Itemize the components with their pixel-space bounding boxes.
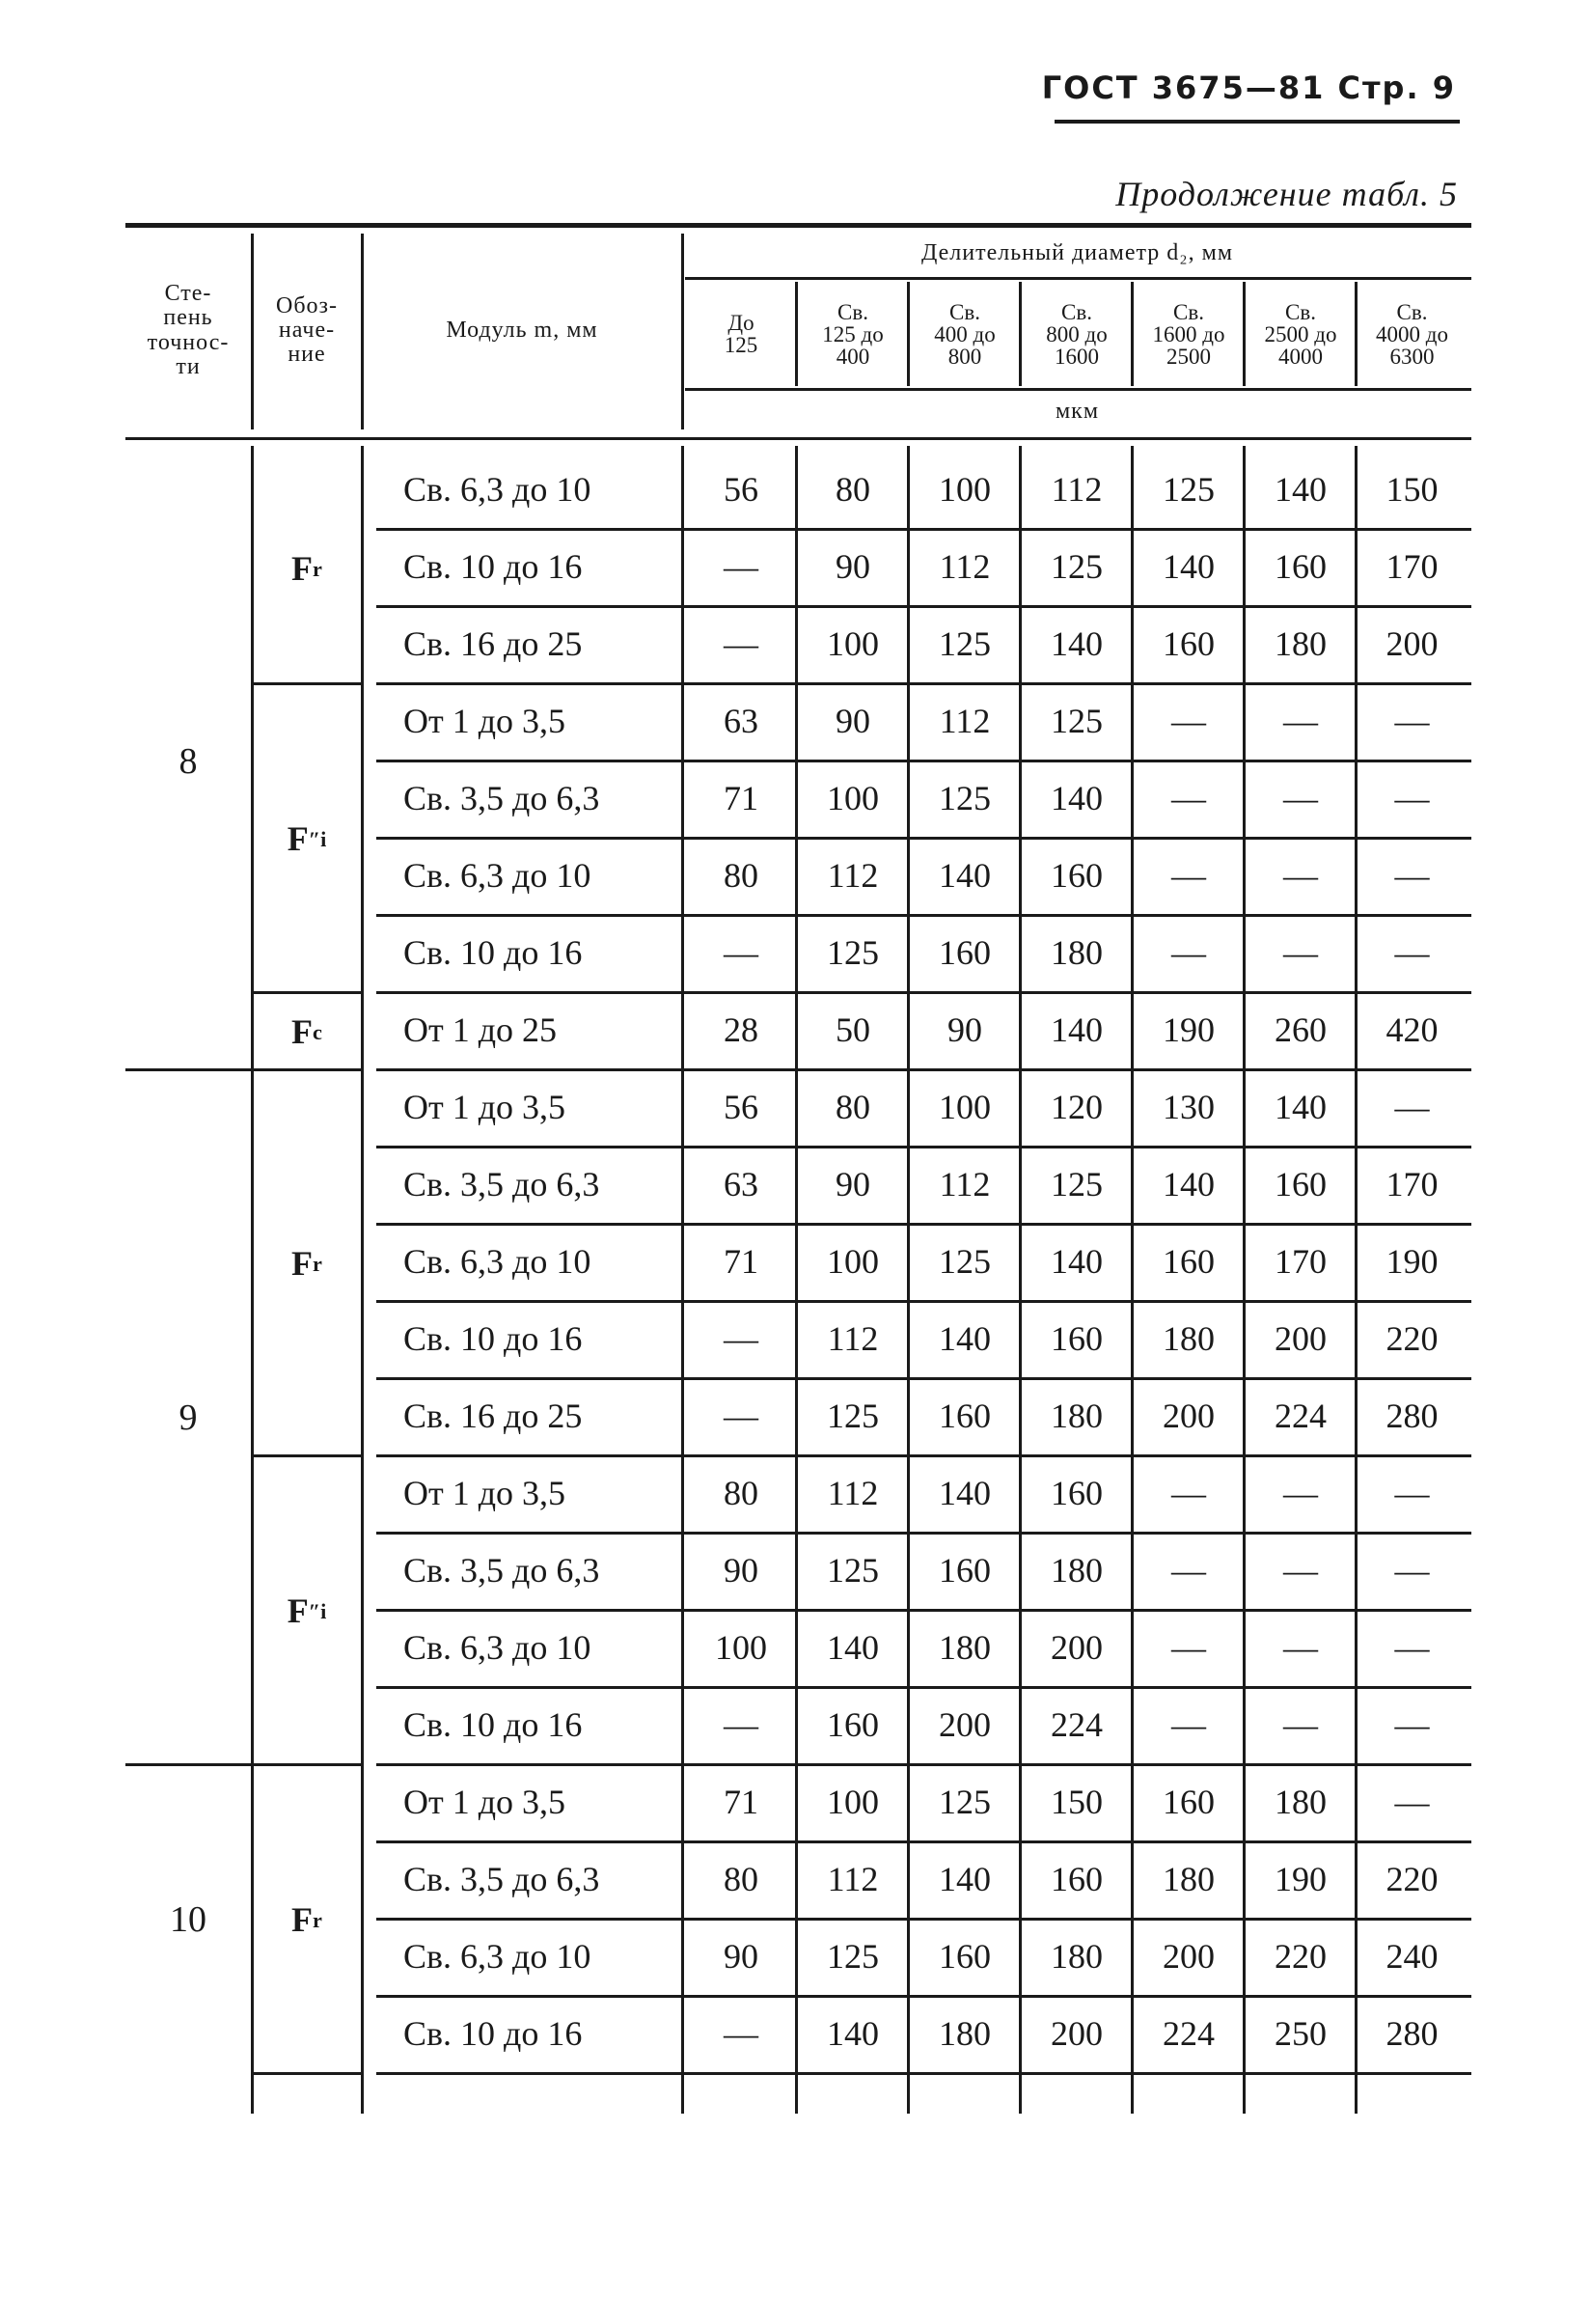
value-cell: 160	[939, 933, 991, 973]
value-cell: 100	[939, 470, 991, 510]
header-bottom-rule	[125, 437, 1471, 440]
table-top-rule	[125, 223, 1471, 228]
value-cell: 224	[1163, 2014, 1215, 2054]
value-cell: 170	[1385, 547, 1439, 587]
value-cell: 100	[827, 779, 879, 818]
value-cell: 140	[1051, 1010, 1103, 1050]
value-cell: —	[1283, 1551, 1318, 1591]
value-cell: 190	[1275, 1860, 1327, 1899]
value-cell: 200	[1163, 1397, 1215, 1436]
value-cell: —	[1283, 779, 1318, 818]
value-cell: 125	[1163, 470, 1215, 510]
value-cell: 80	[836, 470, 870, 510]
module-cell: Св. 10 до 16	[403, 1319, 583, 1359]
value-cell: —	[1394, 779, 1430, 818]
value-cell: 112	[939, 1165, 991, 1204]
value-cell: 180	[1051, 1937, 1103, 1977]
value-cell: —	[1394, 1628, 1430, 1668]
value-cell: 63	[724, 702, 758, 741]
value-cell: 224	[1051, 1705, 1103, 1745]
value-cell: 160	[939, 1551, 991, 1591]
header-vline	[681, 234, 684, 429]
value-cell: 280	[1385, 2014, 1439, 2054]
value-cell: —	[724, 1705, 758, 1745]
value-cell: 80	[836, 1088, 870, 1127]
value-cell: 140	[1163, 1165, 1215, 1204]
designation-subscript: r	[313, 557, 322, 582]
value-cell: 160	[1163, 624, 1215, 664]
designation-cell	[253, 1766, 361, 2075]
value-cell: 200	[939, 1705, 991, 1745]
value-cell: —	[1394, 856, 1430, 896]
designation-cell	[253, 454, 361, 685]
value-cell: —	[1171, 1474, 1206, 1513]
value-cell: 140	[939, 1860, 991, 1899]
header-vline	[251, 234, 254, 429]
body-vline	[361, 446, 364, 2114]
designation-superscript: ″	[308, 827, 321, 852]
value-cell: 90	[947, 1010, 982, 1050]
value-cell: 28	[724, 1010, 758, 1050]
value-cell: 80	[724, 1474, 758, 1513]
value-cell: 160	[1051, 1319, 1103, 1359]
header-diameter-group: Делительный диаметр d₂, мм	[920, 240, 1234, 266]
body-vline	[795, 446, 798, 2114]
value-cell: 100	[827, 1242, 879, 1282]
module-cell: Св. 3,5 до 6,3	[403, 1165, 600, 1204]
module-cell: От 1 до 3,5	[403, 1474, 566, 1513]
value-cell: 180	[1051, 1397, 1103, 1436]
value-cell: 100	[827, 1783, 879, 1822]
value-cell: —	[724, 933, 758, 973]
module-cell: Св. 10 до 16	[403, 2014, 583, 2054]
designation-subscript: i	[320, 1599, 327, 1624]
value-cell: 160	[1051, 856, 1103, 896]
module-cell: От 1 до 3,5	[403, 702, 566, 741]
header-range-vline	[1019, 282, 1022, 386]
value-cell: 160	[939, 1937, 991, 1977]
value-cell: —	[1394, 1551, 1430, 1591]
value-cell: —	[1283, 1474, 1318, 1513]
header-diameter-range: Св. 800 до 1600	[1046, 299, 1108, 369]
module-cell: Св. 10 до 16	[403, 933, 583, 973]
module-cell: Св. 3,5 до 6,3	[403, 779, 600, 818]
value-cell: 100	[827, 624, 879, 664]
value-cell: 130	[1163, 1088, 1215, 1127]
header-range-vline	[1355, 282, 1358, 386]
value-cell: 190	[1163, 1010, 1215, 1050]
value-cell: 420	[1385, 1010, 1439, 1050]
value-cell: 112	[827, 856, 879, 896]
value-cell: 140	[939, 1474, 991, 1513]
header-degree: Сте- пень точнос- ти	[147, 281, 230, 379]
body-vline	[1243, 446, 1246, 2114]
designation-symbol: F	[287, 1591, 309, 1631]
designation-symbol: F	[287, 819, 309, 859]
value-cell: 180	[939, 2014, 991, 2054]
value-cell: 125	[827, 1397, 879, 1436]
designation-subscript: r	[313, 1908, 322, 1933]
value-cell: 240	[1385, 1937, 1439, 1977]
value-cell: 125	[827, 1551, 879, 1591]
value-cell: —	[1394, 702, 1430, 741]
value-cell: 170	[1385, 1165, 1439, 1204]
value-cell: 160	[1163, 1242, 1215, 1282]
header-diameter-range: Св. 4000 до 6300	[1376, 299, 1448, 369]
value-cell: 160	[939, 1397, 991, 1436]
value-cell: 260	[1275, 1010, 1327, 1050]
value-cell: 71	[724, 1783, 758, 1822]
designation-subscript: c	[313, 1020, 322, 1045]
degree-cell: 10	[170, 1899, 206, 1941]
value-cell: 280	[1385, 1397, 1439, 1436]
value-cell: —	[1171, 779, 1206, 818]
header-range-vline	[1131, 282, 1134, 386]
value-cell: 220	[1385, 1319, 1439, 1359]
designation-symbol: F	[291, 549, 314, 589]
value-cell: 180	[1163, 1319, 1215, 1359]
value-cell: 200	[1163, 1937, 1215, 1977]
module-cell: От 1 до 25	[403, 1010, 558, 1050]
value-cell: 170	[1275, 1242, 1327, 1282]
value-cell: —	[724, 624, 758, 664]
header-range-vline	[1243, 282, 1246, 386]
value-cell: 190	[1385, 1242, 1439, 1282]
value-cell: 125	[1051, 547, 1103, 587]
body-vline	[907, 446, 910, 2114]
value-cell: 180	[1163, 1860, 1215, 1899]
header-unit: мкм	[1055, 399, 1100, 425]
value-cell: —	[1394, 1705, 1430, 1745]
value-cell: —	[1283, 856, 1318, 896]
value-cell: 180	[1275, 624, 1327, 664]
value-cell: 140	[939, 1319, 991, 1359]
module-cell: Св. 3,5 до 6,3	[403, 1551, 600, 1591]
value-cell: 160	[1275, 1165, 1327, 1204]
designation-subscript: i	[320, 827, 327, 852]
value-cell: 140	[1163, 547, 1215, 587]
value-cell: 125	[827, 933, 879, 973]
header-diameter-range: Св. 400 до 800	[934, 299, 996, 369]
value-cell: —	[1283, 933, 1318, 973]
value-cell: 125	[939, 779, 991, 818]
value-cell: —	[724, 2014, 758, 2054]
value-cell: —	[1283, 1705, 1318, 1745]
value-cell: 200	[1051, 2014, 1103, 2054]
value-cell: 160	[1275, 547, 1327, 587]
degree-cell: 9	[178, 1397, 198, 1439]
value-cell: 71	[724, 779, 758, 818]
value-cell: 140	[1051, 1242, 1103, 1282]
value-cell: 125	[939, 1242, 991, 1282]
designation-symbol: F	[291, 1012, 314, 1052]
value-cell: 125	[1051, 702, 1103, 741]
value-cell: 112	[827, 1474, 879, 1513]
value-cell: 63	[724, 1165, 758, 1204]
module-cell: Св. 16 до 25	[403, 1397, 583, 1436]
value-cell: 150	[1385, 470, 1439, 510]
row-rule	[376, 2072, 1471, 2075]
value-cell: 80	[724, 856, 758, 896]
body-vline	[681, 446, 684, 2114]
module-cell: Св. 6,3 до 10	[403, 1628, 591, 1668]
value-cell: 90	[724, 1551, 758, 1591]
value-cell: 180	[1051, 1551, 1103, 1591]
value-cell: 125	[827, 1937, 879, 1977]
value-cell: 140	[1275, 1088, 1327, 1127]
value-cell: —	[1171, 1551, 1206, 1591]
value-cell: 90	[724, 1937, 758, 1977]
degree-cell: 8	[178, 741, 198, 783]
value-cell: 125	[1051, 1165, 1103, 1204]
table-caption: Продолжение табл. 5	[1115, 175, 1458, 213]
value-cell: 125	[939, 1783, 991, 1822]
body-vline	[1355, 446, 1358, 2114]
value-cell: 120	[1051, 1088, 1103, 1127]
value-cell: —	[1283, 1628, 1318, 1668]
value-cell: 50	[836, 1010, 870, 1050]
value-cell: 56	[724, 470, 758, 510]
value-cell: 112	[827, 1860, 879, 1899]
designation-cell	[253, 685, 361, 994]
header-rule-1	[685, 277, 1471, 280]
header-diameter-range: Св. 1600 до 2500	[1152, 299, 1225, 369]
designation-superscript: ″	[308, 1599, 321, 1624]
value-cell: 100	[939, 1088, 991, 1127]
value-cell: —	[724, 547, 758, 587]
value-cell: 140	[1051, 624, 1103, 664]
header-range-vline	[907, 282, 910, 386]
value-cell: 56	[724, 1088, 758, 1127]
designation-cell	[253, 1071, 361, 1457]
value-cell: 80	[724, 1860, 758, 1899]
value-cell: 112	[939, 547, 991, 587]
value-cell: 220	[1385, 1860, 1439, 1899]
value-cell: —	[1394, 933, 1430, 973]
module-cell: От 1 до 3,5	[403, 1783, 566, 1822]
value-cell: 140	[1275, 470, 1327, 510]
value-cell: —	[724, 1319, 758, 1359]
value-cell: 160	[827, 1705, 879, 1745]
value-cell: 140	[827, 2014, 879, 2054]
body-vline	[1019, 446, 1022, 2114]
value-cell: —	[1171, 702, 1206, 741]
header-diameter-range: Св. 125 до 400	[822, 299, 884, 369]
module-cell: Св. 6,3 до 10	[403, 470, 591, 510]
value-cell: —	[1283, 702, 1318, 741]
value-cell: 125	[939, 624, 991, 664]
value-cell: 140	[1051, 779, 1103, 818]
value-cell: 90	[836, 702, 870, 741]
header-module: Модуль m, мм	[446, 317, 598, 343]
value-cell: 180	[1275, 1783, 1327, 1822]
value-cell: 140	[827, 1628, 879, 1668]
header-diameter-range: Св. 2500 до 4000	[1264, 299, 1337, 369]
value-cell: —	[1171, 933, 1206, 973]
designation-cell	[253, 994, 361, 1071]
body-vline	[1131, 446, 1134, 2114]
module-cell: Св. 6,3 до 10	[403, 1937, 591, 1977]
value-cell: 71	[724, 1242, 758, 1282]
value-cell: 112	[827, 1319, 879, 1359]
module-cell: Св. 16 до 25	[403, 624, 583, 664]
value-cell: 140	[939, 856, 991, 896]
module-cell: Св. 3,5 до 6,3	[403, 1860, 600, 1899]
value-cell: 160	[1163, 1783, 1215, 1822]
value-cell: —	[1171, 1705, 1206, 1745]
header-designation: Обоз- наче- ние	[275, 292, 338, 368]
value-cell: 160	[1051, 1860, 1103, 1899]
body-vline	[251, 446, 254, 2114]
header-range-vline	[795, 282, 798, 386]
value-cell: —	[1171, 1628, 1206, 1668]
module-cell: Св. 6,3 до 10	[403, 1242, 591, 1282]
designation-subscript: r	[313, 1252, 322, 1277]
value-cell: 200	[1385, 624, 1439, 664]
value-cell: —	[1171, 856, 1206, 896]
value-cell: 220	[1275, 1937, 1327, 1977]
value-cell: 90	[836, 547, 870, 587]
value-cell: 180	[1051, 933, 1103, 973]
designation-rule	[253, 2072, 361, 2075]
module-cell: От 1 до 3,5	[403, 1088, 566, 1127]
value-cell: —	[1394, 1088, 1430, 1127]
value-cell: —	[1394, 1474, 1430, 1513]
value-cell: 200	[1275, 1319, 1327, 1359]
designation-cell	[253, 1457, 361, 1766]
designation-symbol: F	[291, 1244, 314, 1284]
module-cell: Св. 6,3 до 10	[403, 856, 591, 896]
value-cell: 100	[715, 1628, 767, 1668]
header-diameter-range: До 125	[724, 311, 758, 357]
designation-symbol: F	[291, 1900, 314, 1940]
value-cell: 150	[1051, 1783, 1103, 1822]
value-cell: —	[1394, 1783, 1430, 1822]
value-cell: 180	[939, 1628, 991, 1668]
module-cell: Св. 10 до 16	[403, 547, 583, 587]
value-cell: —	[724, 1397, 758, 1436]
value-cell: 200	[1051, 1628, 1103, 1668]
value-cell: 112	[939, 702, 991, 741]
module-cell: Св. 10 до 16	[403, 1705, 583, 1745]
value-cell: 224	[1275, 1397, 1327, 1436]
value-cell: 160	[1051, 1474, 1103, 1513]
value-cell: 250	[1275, 2014, 1327, 2054]
header-vline	[361, 234, 364, 429]
value-cell: 90	[836, 1165, 870, 1204]
value-cell: 112	[1051, 470, 1103, 510]
page-header: ГОСТ 3675—81 Стр. 9	[1041, 69, 1456, 106]
